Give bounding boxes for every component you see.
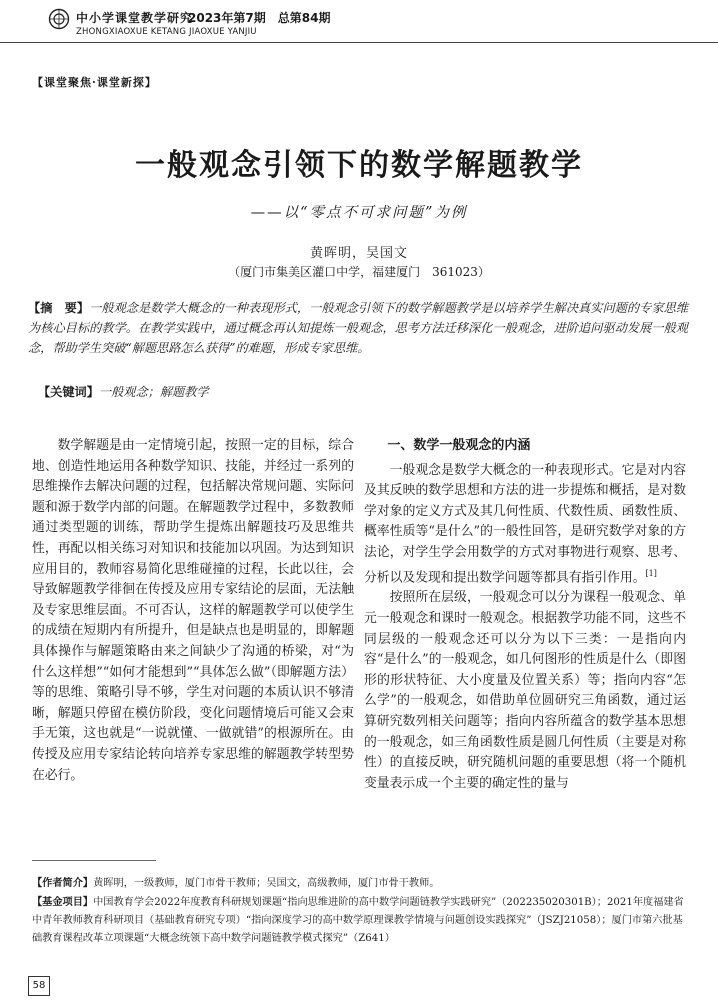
author-bio [32,874,692,893]
fund-text: 中国教育学会2022年度教育科研规划课题“指向思维进阶的高中数学问题链教学实践研究”（202235020301B）；2021年度福建省中青年教师教育科研项目（基础教育研究专项）“指向深度学习的高中数学原理课教学情境与问题创设实践探究”（JSZJ21058）；厦门市第六批基础教育课程改革立项课题“大概念统领下高中数学问题链教学模式探究”（Z641） [32,897,684,944]
keywords [38,382,678,402]
citation-ref[interactable]: [1] [645,568,657,578]
authors: 黄晖明，吴国文 [309,246,408,261]
abstract [28,298,688,358]
article-subtitle: ——以“零点不可求问题”为例 [250,205,468,221]
abstract-text: 一般观念是数学大概念的一种表现形式，一般观念引领下的数学解题教学是以培养学生解决真实问题的专家思维为核心目标的教学。在教学实践中，通过概念再认知提炼一般观念，思考方法迁移深化一般观念，进阶追问驱动发展一般观念，帮助学生突破“解题思路怎么获得”的难题，形成专家思维。 [28,301,689,355]
keywords-label: 【关键词】 [38,385,99,399]
right-column [364,436,686,794]
left-column [32,436,354,786]
journal-name: 中小学课堂教学研究 [76,11,194,25]
article-title: 一般观念引领下的数学解题教学 [135,148,583,183]
journal-pinyin: ZHONGXIAOXUE KETANG JIAOXUE YANJIU [76,27,257,37]
body-paragraph: 数学解题是由一定情境引起，按照一定的目标，综合地、创造性地运用各种数学知识、技能，并经过一系列的思维操作去解决问题的过程，包括解决常规问题、实际问题和源于数学内部的问题。在解题教学过程中，多数教师通过类型题的训练，帮助学生提炼出解题技巧及思维共性，再配以相关练习对知识和技能加以巩固。为达到知识应用目的，教师容易简化思维碰撞的过程，长此以往，会导致解题教学徘徊在传授及应用专家结论的层面，无法触及专家思维层面。不可否认，这样的解题教学可以使学生的成绩在短期内有所提升，但是缺点也是明显的，即解题具体操作与解题策略由来之间缺少了沟通的桥梁，对“为什么这样想”“如何才能想到”“具体怎么做”（即解题方法）等的思维、策略引导不够，学生对问题的本质认识不够清晰，解题只停留在模仿阶段，变化问题情境后可能又会束手无策，这也就是“一说就懂、一做就错”的根源所在。由传授及应用专家结论转向培养专家思维的解题教学转型势在必行。 [32,438,354,783]
fund-info [32,893,692,948]
footnote-divider [32,860,156,861]
body-paragraph [364,461,686,589]
keywords-text: 一般观念；解题教学 [98,385,209,399]
author-bio-text: 黄晖明，一级教师，厦门市骨干教师；吴国文，高级教师，厦门市骨干教师。 [93,878,440,889]
author-bio-label: 【作者简介】 [32,877,94,889]
abstract-label: 【摘 要】 [28,301,90,315]
section-heading: 一、数学一般观念的内涵 [387,438,531,453]
column-tag: 【课堂聚焦·课堂新探】 [32,76,157,89]
page-number: 58 [28,976,50,996]
body-paragraph: 按照所在层级，一般观念可以分为课程一般观念、单元一般观念和课时一般观念。根据教学功能不同，这些不同层级的一般观念还可以分为以下三类：一是指向内容“是什么”的一般观念，如几何图形的性质是什么（即图形的形状特征、大小度量及位置关系）等；指向内容“怎么学”的一般观念，如借助单位圆研究三角函数，通过运算研究数列相关问题等；指向内容所蕴含的数学基本思想的一般观念，如三角函数性质是圆几何性质（主要是对称性）的直接反映，研究随机问题的重要思想（将一个随机变量表示成一个主要的确定性的量与 [364,590,686,791]
paragraph-text: 一般观念是数学大概念的一种表现形式。它是对内容及其反映的数学思想和方法的进一步提炼和概括，是对数学对象的定义方式及其几何性质、代数性质、函数性质、概率性质等“是什么”的一般性回答，是研究数学对象的方法论，对学生学会用数学的方式对事物进行观察、思考、分析以及发现和提出数学问题等都具有指引作用。 [364,462,686,585]
footnote [32,874,692,948]
issue-info: 2023年第7期 总第84期 [188,11,331,25]
fund-label: 【基金项目】 [32,896,94,908]
journal-logo-icon [48,8,70,30]
affiliation: （厦门市集美区灌口中学，福建厦门 361023） [228,265,490,279]
header-divider [0,42,718,43]
